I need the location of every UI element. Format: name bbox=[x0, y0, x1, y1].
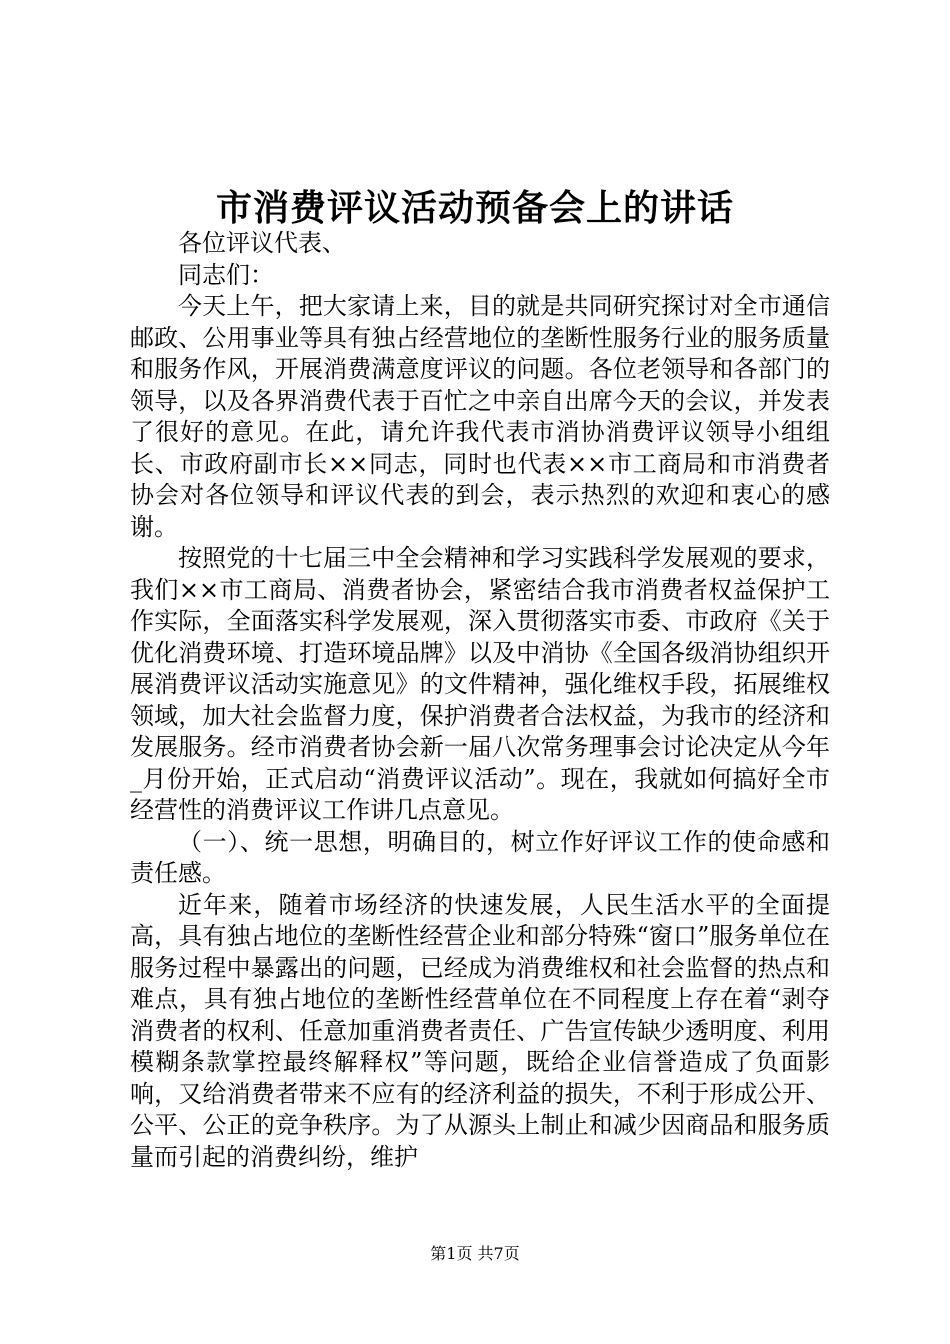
greeting-line: 各位评议代表、 bbox=[178, 229, 346, 257]
body-paragraph: 今天上午，把大家请上来，目的就是共同研究探讨对全市通信邮政、公用事业等具有独占经营地位的垄断性服务行业的服务质量和服务作风，开展消费满意度评议的问题。各位老领导和各部门的领导，以及各界消费代表于百忙之中亲自出席今天的会议，并发表了很好的意见。在此，请允许我代表市消协消费评议领导小组组长、市政府副市长××同志，同时也代表××市工商局和市消费者协会对各位领导和评议代表的到会，表示热烈的欢迎和衷心的感谢。 bbox=[130, 292, 830, 541]
document-body bbox=[130, 228, 830, 1173]
body-paragraph: 按照党的十七届三中全会精神和学习实践科学发展观的要求，我们××市工商局、消费者协会，紧密结合我市消费者权益保护工作实际，全面落实科学发展观，深入贯彻落实市委、市政府《关于优化消费环境、打造环境品牌》以及中消协《全国各级消协组织开展消费评议活动实施意见》的文件精神，强化维权手段，拓展维权领域，加大社会监督力度，保护消费者合法权益，为我市的经济和发展服务。经市消费者协会新一届八次常务理事会讨论决定从今年_月份开始，正式启动“消费评议活动”。现在，我就如何搞好全市经营性的消费评议工作讲几点意见。 bbox=[130, 544, 830, 824]
document-title: 市消费评议活动预备会上的讲话 bbox=[215, 187, 734, 229]
section-heading: （一）、统一思想，明确目的，树立作好评议工作的使命感和责任感。 bbox=[130, 827, 830, 887]
body-paragraph: 近年来，随着市场经济的快速发展，人民生活水平的全面提高，具有独占地位的垄断性经营企业和部分特殊“窗口”服务单位在服务过程中暴露出的问题，已经成为消费维权和社会监督的热点和难点，具有独占地位的垄断性经营单位在不同程度上存在着“剥夺消费者的权利、任意加重消费者责任、广告宣传缺少透明度、利用模糊条款掌控最终解释权”等问题，既给企业信誉造成了负面影响，又给消费者带来不应有的经济利益的损失，不利于形成公开、公平、公正的竞争秩序。为了从源头上制止和减少因商品和服务质量而引起的消费纠纷，维护 bbox=[130, 890, 830, 1171]
page-footer: 第1页 共7页 bbox=[430, 1244, 520, 1263]
greeting-line: 同志们： bbox=[178, 260, 274, 289]
